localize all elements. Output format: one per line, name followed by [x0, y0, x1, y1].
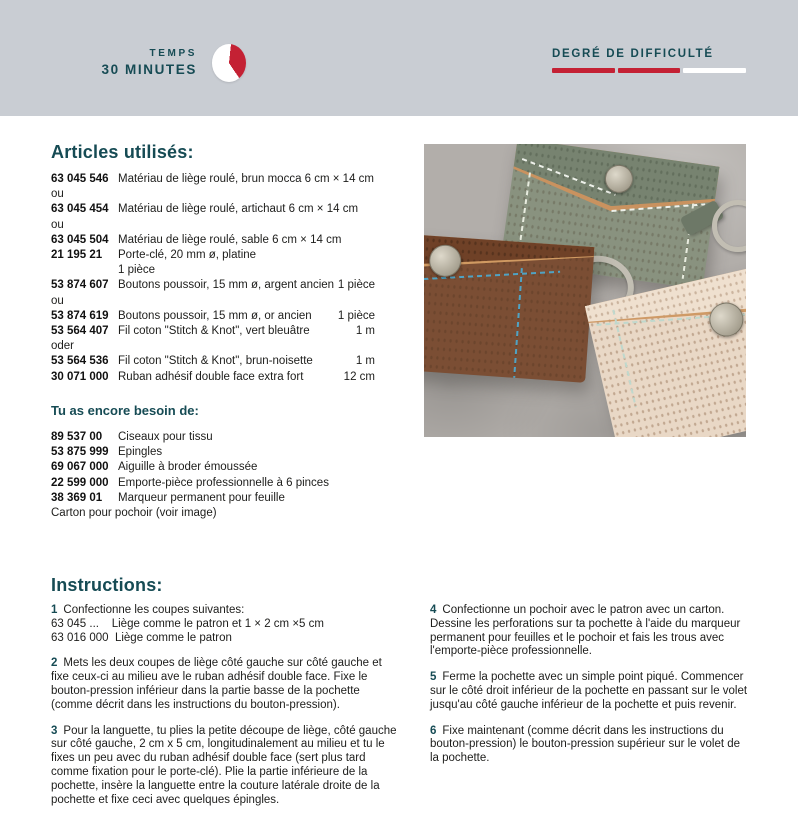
item-description: Matériau de liège roulé, brun mocca 6 cm × 14 cm — [118, 173, 374, 185]
item-quantity: 12 cm — [343, 370, 375, 383]
item-description: Boutons poussoir, 15 mm ø, or ancien — [118, 309, 312, 322]
item-row — [51, 172, 375, 187]
connector-row — [51, 218, 375, 233]
item-row — [51, 248, 375, 263]
item-number: 63 045 546 — [51, 173, 109, 185]
item-row — [51, 263, 375, 278]
instructions-title: Instructions: — [51, 575, 163, 595]
item-description: Aiguille à broder émoussée — [118, 461, 258, 474]
item-quantity: 1 pièce — [337, 309, 375, 322]
item-number: 53 564 407 — [51, 325, 109, 338]
item-number: 30 071 000 — [51, 370, 109, 383]
item-number: 53 875 999 — [51, 446, 109, 459]
difficulty-segment — [552, 68, 615, 73]
item-row — [51, 445, 375, 460]
difficulty-bar — [552, 68, 746, 73]
connector-label: oder — [51, 340, 75, 353]
difficulty-label: DEGRÉ DE DIFFICULTÉ — [552, 48, 714, 60]
item-description: Fil coton "Stitch & Knot", brun-noisette — [118, 355, 313, 368]
item-quantity: 1 pièce — [337, 279, 375, 292]
step-number: 5 — [430, 671, 437, 684]
item-row — [51, 476, 375, 491]
connector-row — [51, 339, 375, 354]
item-number: 53 874 619 — [51, 309, 109, 322]
item-row — [51, 491, 375, 506]
item-quantity: 1 m — [355, 355, 375, 368]
item-row — [51, 278, 375, 293]
connector-label: ou — [51, 294, 64, 307]
item-description: Marqueur permanent pour feuille — [118, 491, 285, 504]
item-row — [51, 202, 375, 217]
step-text: Ferme la pochette avec un simple point piqué. Commencer sur le côté droit inférieur de la pochette en passant sur le volet jusqu'au côté gauche inférieur de la pochette et puis revenir. — [430, 671, 751, 711]
instruction-step — [51, 604, 398, 645]
item-row — [51, 354, 375, 369]
product-photo — [424, 144, 746, 437]
tools-list — [51, 430, 375, 521]
item-row — [51, 370, 375, 385]
item-number — [51, 263, 118, 278]
difficulty-block — [552, 48, 746, 73]
item-description: Matériau de liège roulé, sable 6 cm × 14 cm — [118, 233, 342, 246]
item-number: 63 045 454 — [51, 203, 109, 216]
item-row — [51, 324, 375, 339]
connector-label: ou — [51, 218, 64, 231]
note-row — [51, 506, 375, 521]
instruction-step — [430, 604, 748, 659]
item-quantity: 1 m — [355, 325, 375, 338]
item-row — [51, 309, 375, 324]
instruction-step — [51, 725, 398, 808]
item-number: 63 045 504 — [51, 233, 109, 246]
difficulty-segment — [618, 68, 681, 73]
time-block — [101, 48, 197, 77]
item-number: 53 874 607 — [51, 279, 109, 292]
time-value: 30 MINUTES — [101, 62, 197, 77]
difficulty-segment — [683, 68, 746, 73]
step-number: 2 — [51, 657, 58, 670]
instruction-step — [430, 725, 748, 766]
cork-pouch-brown — [424, 233, 594, 383]
item-row — [51, 430, 375, 445]
item-number: 22 599 000 — [51, 476, 109, 489]
instruction-step — [51, 657, 398, 712]
item-description: Emporte-pièce professionnelle à 6 pinces — [118, 476, 329, 489]
articles-list — [51, 172, 375, 385]
step-number: 6 — [430, 724, 437, 737]
item-description: 1 pièce — [118, 264, 156, 277]
item-row — [51, 233, 375, 248]
item-description: Matériau de liège roulé, artichaut 6 cm × 14 cm — [118, 203, 359, 216]
item-number: 89 537 00 — [51, 431, 103, 443]
note-label: Carton pour pochoir (voir image) — [51, 507, 217, 520]
step-text: Pour la languette, tu plies la petite découpe de liège, côté gauche sur côté gauche, 2 cm x 5 cm, longitudinalement au milieu et tu le fixes un peu avec du ruban adhésif double face (sert plus tard comme fixation pour le porte-clé). Plie la partie inférieure de la pochette, insère la languette entre la couture latérale droite de la pochette et fixe ceci avec quelques épingles. — [51, 724, 400, 806]
instructions-left-column — [51, 604, 398, 819]
item-description: Ciseaux pour tissu — [118, 431, 213, 443]
item-description: Boutons poussoir, 15 mm ø, argent ancien — [118, 279, 335, 292]
instructions-right-column — [430, 604, 751, 778]
tools-title: Tu as encore besoin de: — [51, 403, 199, 418]
connector-row — [51, 187, 375, 202]
connector-label: ou — [51, 188, 64, 201]
item-description: Fil coton "Stitch & Knot", vert bleuâtre — [118, 325, 310, 338]
step-text: Fixe maintenant (comme décrit dans les instructions du bouton-pression) le bouton-pression supérieur sur le volet de la pochette. — [430, 724, 744, 765]
item-number: 21 195 21 — [51, 249, 103, 262]
time-label: TEMPS — [149, 48, 197, 59]
instruction-step — [430, 671, 751, 712]
step-number: 3 — [51, 724, 58, 737]
step-number: 1 — [51, 604, 58, 616]
step-number: 4 — [430, 604, 437, 616]
articles-title: Articles utilisés: — [51, 142, 194, 162]
connector-row — [51, 294, 375, 309]
item-number: 69 067 000 — [51, 461, 109, 474]
item-row — [51, 460, 375, 475]
item-number: 53 564 536 — [51, 355, 109, 368]
item-number: 38 369 01 — [51, 491, 103, 504]
pie-timer-icon — [212, 44, 246, 82]
header-band — [0, 0, 798, 116]
item-description: Porte-clé, 20 mm ø, platine — [118, 249, 257, 262]
step-text: Confectionne un pochoir avec le patron avec un carton. Dessine les perforations sur ta pochette à l'aide du marqueur permanent pour feuilles et le pochoir et fais les trous avec l'emporte-pièce professionnelle. — [430, 604, 741, 658]
item-description: Epingles — [118, 446, 163, 459]
step-text: Confectionne les coupes suivantes: 63 045 ... Liège comme le patron et 1 × 2 cm ×5 cm 63 016 000 Liège comme le patron — [51, 604, 324, 644]
step-text: Mets les deux coupes de liège côté gauche sur côté gauche et fixe ceux-ci au milieu ave le ruban adhésif double face. Fixe le bouton-pression inférieur dans la partie basse de la pochette (comme décrit dans les instructions du bouton-pression). — [51, 657, 385, 711]
item-description: Ruban adhésif double face extra fort — [118, 370, 304, 383]
